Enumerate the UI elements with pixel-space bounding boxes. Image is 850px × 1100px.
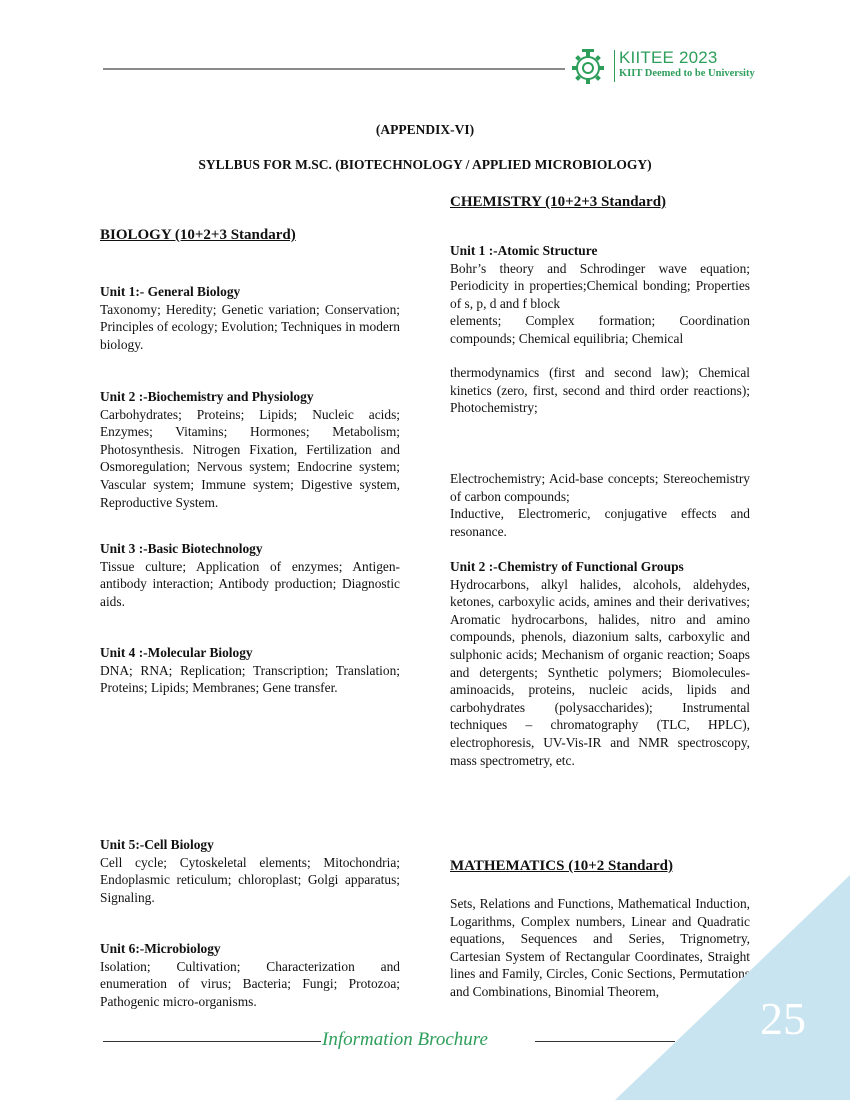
- footer-rule-right: [535, 1041, 675, 1042]
- chemistry-unit-1-cont-2: [450, 470, 750, 540]
- unit-text: Hydrocarbons, alkyl halides, alcohols, aldehydes, ketones, carboxylic acids, amines and their derivatives; Aromatic hydrocarbons, halides, nitro and amino compounds, phenols, diazonium salts, carboxylic and sulphonic acids; Mechanism of organic reaction; Soaps and detergents; Synthetic polymers; Biomolecules-aminoacids, proteins, nucleic acids, lipids and carbohydrates (polysaccharides); Instrumental techniques – chromatography (TLC, HPLC), electrophoresis, UV-Vis-IR and NMR spectroscopy, mass spectrometry, etc.: [450, 576, 750, 768]
- kiit-logo: [566, 46, 766, 86]
- unit-text: Inductive, Electromeric, conjugative effects and resonance.: [450, 506, 750, 539]
- unit-text: Bohr’s theory and Schrodinger wave equation; Periodicity in properties;Chemical bonding; Properties of s, p, d and f block: [450, 260, 750, 311]
- header-rule: [103, 68, 565, 70]
- biology-unit-4: [100, 644, 400, 697]
- chemistry-unit-1: [450, 242, 750, 348]
- unit-text: Cell cycle; Cytoskeletal elements; Mitochondria; Endoplasmic reticulum; chloroplast; Golgi apparatus; Signaling.: [100, 854, 400, 905]
- biology-unit-1: [100, 283, 400, 353]
- unit-text: Taxonomy; Heredity; Genetic variation; Conservation; Principles of ecology; Evolution; Techniques in modern biology.: [100, 301, 400, 352]
- unit-text: Tissue culture; Application of enzymes; Antigen-antibody interaction; Antibody production; Diagnostic aids.: [100, 558, 400, 609]
- unit-text: DNA; RNA; Replication; Transcription; Translation; Proteins; Lipids; Membranes; Gene transfer.: [100, 662, 400, 696]
- chemistry-heading: CHEMISTRY (10+2+3 Standard): [450, 194, 667, 210]
- unit-title: Unit 1:- General Biology: [100, 284, 241, 299]
- unit-title: Unit 6:-Microbiology: [100, 941, 221, 956]
- biology-unit-6: [100, 940, 400, 1010]
- unit-title: Unit 5:-Cell Biology: [100, 837, 214, 852]
- unit-text: elements; Complex formation; Coordination compounds; Chemical equilibria; Chemical: [450, 313, 750, 346]
- unit-title: Unit 3 :-Basic Biotechnology: [100, 541, 263, 556]
- footer-rule-left: [103, 1041, 321, 1042]
- unit-text: Isolation; Cultivation; Characterization and enumeration of virus; Bacteria; Fungi; Protozoa; Pathogenic micro-organisms.: [100, 958, 400, 1009]
- unit-text: thermodynamics (first and second law); Chemical kinetics (zero, first, second and third order reactions); Photochemistry;: [450, 365, 750, 416]
- unit-text: Sets, Relations and Functions, Mathematical Induction, Logarithms, Complex numbers, Linear and Quadratic equations, Sequences and Series, Trignometry, Cartesian System of Rectangular Coordinates, Straight lines and Family, Circles, Conic Sections, Permutations and Combinations, Binomial Theorem,: [450, 896, 750, 999]
- logo-separator: [614, 50, 615, 82]
- logo-title: KIITEE 2023: [619, 48, 718, 67]
- biology-unit-3: [100, 540, 400, 610]
- unit-title: Unit 1 :-Atomic Structure: [450, 243, 598, 258]
- chemistry-unit-2: [450, 558, 750, 769]
- footer-title: Information Brochure: [322, 1029, 488, 1050]
- biology-unit-5: [100, 836, 400, 906]
- unit-text: Carbohydrates; Proteins; Lipids; Nucleic acids; Enzymes; Vitamins; Hormones; Metabolism; Photosynthesis. Nitrogen Fixation, Fertilization and Osmoregulation; Nervous system; Endocrine system; Vascular system; Immune system; Digestive system, Reproductive System.: [100, 406, 400, 510]
- biology-unit-2: [100, 388, 400, 511]
- mathematics-heading: MATHEMATICS (10+2 Standard): [450, 858, 674, 874]
- gear-logo-icon: [566, 48, 610, 84]
- syllabus-heading: SYLLBUS FOR M.SC. (BIOTECHNOLOGY / APPLIED MICROBIOLOGY): [198, 157, 652, 172]
- unit-title: Unit 2 :-Biochemistry and Physiology: [100, 389, 314, 404]
- logo-subtitle: KIIT Deemed to be University: [619, 68, 755, 79]
- page-number: 25: [760, 993, 806, 1044]
- corner-triangle: [615, 875, 850, 1100]
- unit-title: Unit 4 :-Molecular Biology: [100, 645, 253, 660]
- unit-text: Electrochemistry; Acid-base concepts; Stereochemistry of carbon compounds;: [450, 471, 750, 504]
- biology-heading: BIOLOGY (10+2+3 Standard): [100, 227, 296, 243]
- appendix-heading: (APPENDIX-VI): [375, 122, 475, 137]
- unit-title: Unit 2 :-Chemistry of Functional Groups: [450, 559, 684, 574]
- chemistry-unit-1-cont: [450, 364, 750, 417]
